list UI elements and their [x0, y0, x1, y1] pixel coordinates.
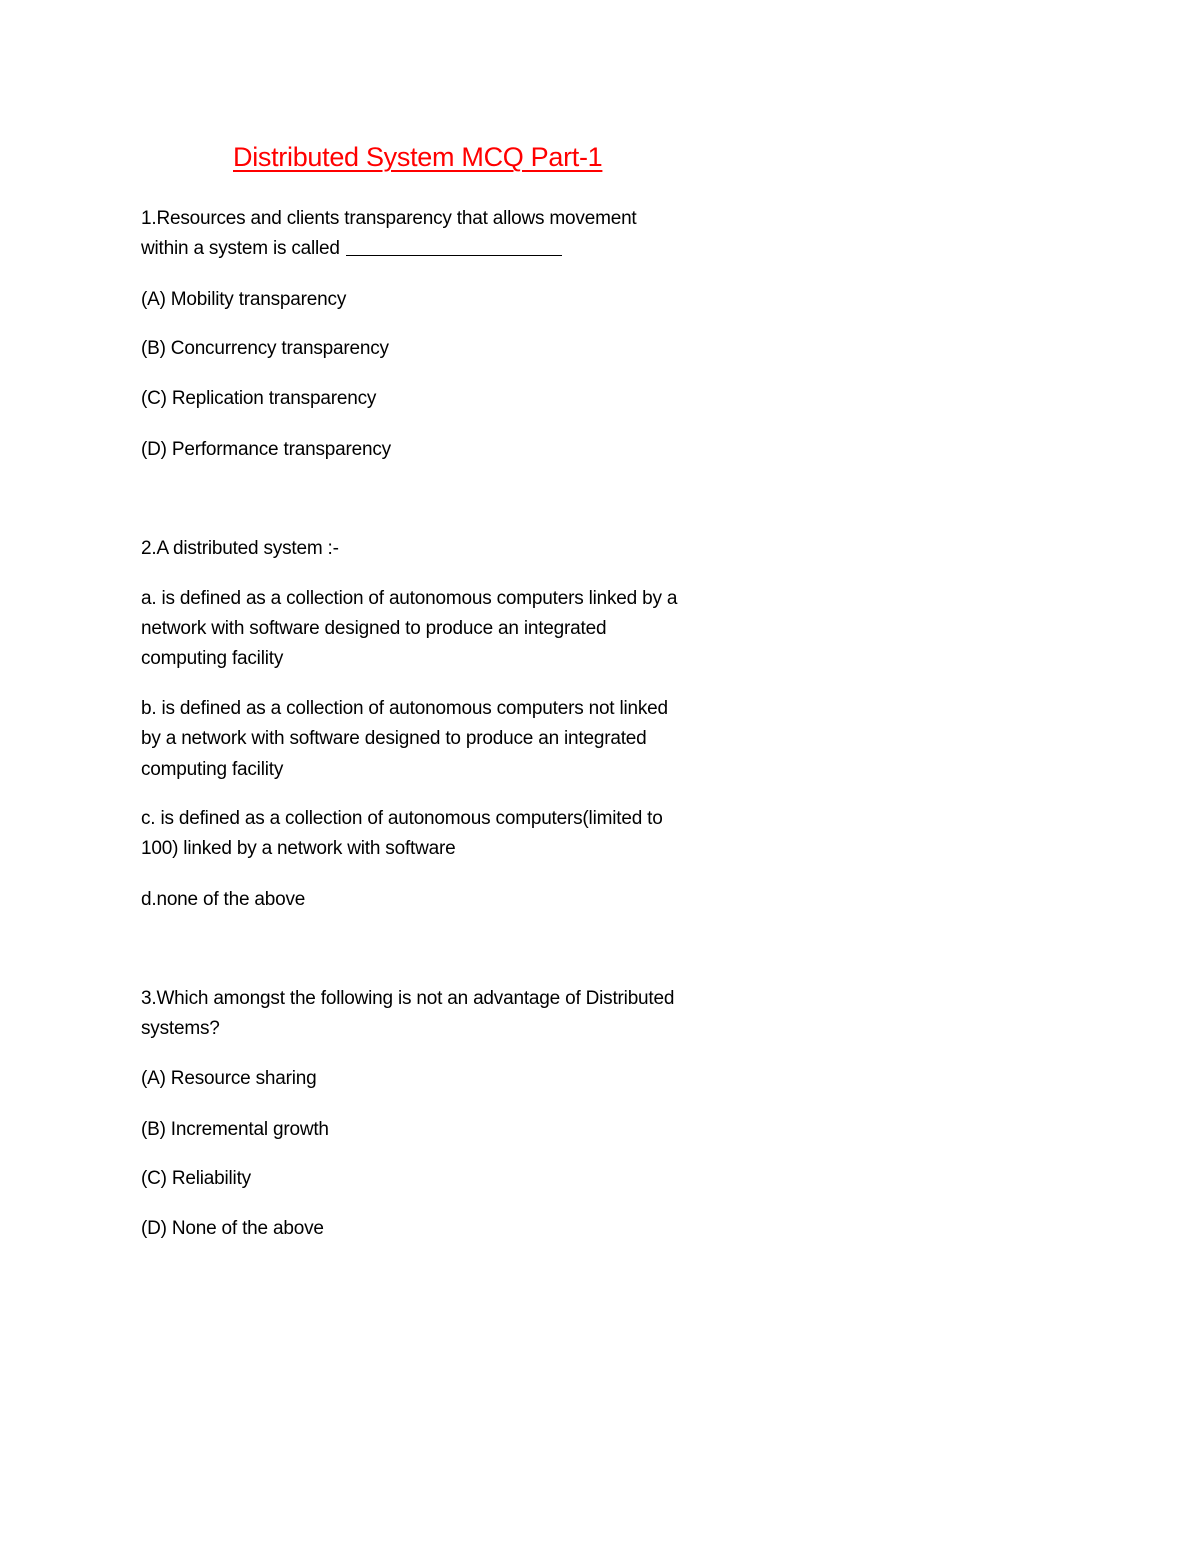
q1-stem-line-1: 1.Resources and clients transparency that allows movement — [141, 208, 637, 229]
q2-stem: 2.A distributed system :- — [141, 538, 339, 559]
q2-option-a-line-3: computing facility — [141, 648, 284, 669]
q1-option-b: (B) Concurrency transparency — [141, 338, 389, 359]
q1-option-d: (D) Performance transparency — [141, 439, 391, 460]
q2-option-c-line-2: 100) linked by a network with software — [141, 838, 456, 859]
q1-stem-text: within a system is called — [141, 238, 340, 259]
q2-option-b-line-2: by a network with software designed to produce an integrated — [141, 728, 647, 749]
q2-option-c-line-1: c. is defined as a collection of autonomous computers(limited to — [141, 808, 663, 829]
q3-option-c: (C) Reliability — [141, 1168, 251, 1189]
q1-stem-line-2 — [141, 237, 562, 261]
q1-option-a: (A) Mobility transparency — [141, 289, 347, 310]
q2-option-a-line-2: network with software designed to produce an integrated — [141, 618, 607, 639]
q2-option-d: d.none of the above — [141, 889, 306, 910]
q3-option-d: (D) None of the above — [141, 1218, 324, 1239]
document-title: Distributed System MCQ Part-1 — [233, 142, 603, 172]
q3-option-a: (A) Resource sharing — [141, 1068, 317, 1089]
q2-option-a-line-1: a. is defined as a collection of autonomous computers linked by a — [141, 588, 678, 609]
answer-blank — [346, 254, 562, 256]
q2-option-b-line-1: b. is defined as a collection of autonomous computers not linked — [141, 698, 668, 719]
q2-option-b-line-3: computing facility — [141, 759, 284, 780]
q3-option-b: (B) Incremental growth — [141, 1119, 329, 1140]
q1-option-c: (C) Replication transparency — [141, 388, 377, 409]
q3-stem-line-1: 3.Which amongst the following is not an advantage of Distributed — [141, 988, 675, 1009]
q3-stem-line-2: systems? — [141, 1018, 220, 1039]
